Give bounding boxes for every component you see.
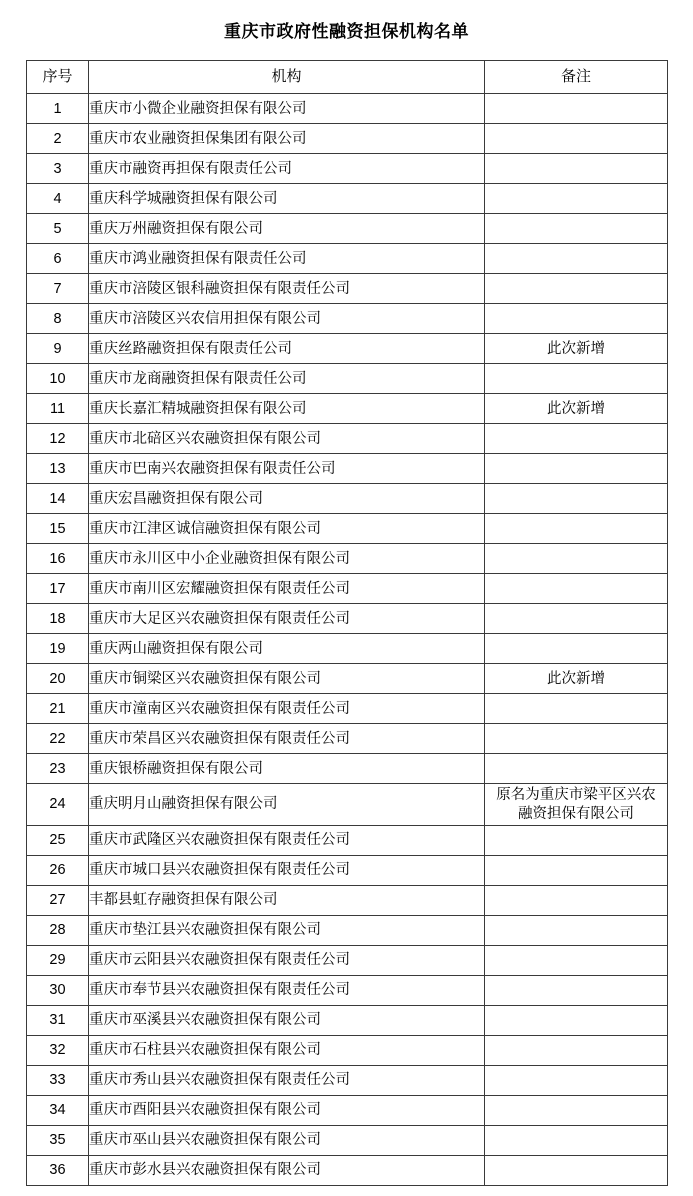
cell-seq: 2 <box>27 124 89 154</box>
cell-seq: 33 <box>27 1065 89 1095</box>
cell-seq: 15 <box>27 514 89 544</box>
cell-organization: 重庆市龙商融资担保有限责任公司 <box>89 364 485 394</box>
cell-note <box>485 855 668 885</box>
cell-note <box>485 1065 668 1095</box>
institution-list-table <box>26 60 668 1185</box>
cell-organization: 重庆市巴南兴农融资担保有限责任公司 <box>89 454 485 484</box>
cell-organization: 重庆市潼南区兴农融资担保有限责任公司 <box>89 694 485 724</box>
cell-seq: 16 <box>27 544 89 574</box>
cell-organization: 重庆市小微企业融资担保有限公司 <box>89 94 485 124</box>
cell-note <box>485 214 668 244</box>
cell-note <box>485 454 668 484</box>
cell-seq: 11 <box>27 394 89 424</box>
cell-organization: 重庆市彭水县兴农融资担保有限公司 <box>89 1155 485 1185</box>
table-row <box>27 945 668 975</box>
table-row <box>27 124 668 154</box>
table-row <box>27 855 668 885</box>
table-row <box>27 1125 668 1155</box>
column-header-note: 备注 <box>485 61 668 94</box>
table-row <box>27 634 668 664</box>
cell-organization: 重庆科学城融资担保有限公司 <box>89 184 485 214</box>
cell-note: 此次新增 <box>485 394 668 424</box>
table-row <box>27 754 668 784</box>
cell-note <box>485 604 668 634</box>
cell-organization: 重庆市涪陵区银科融资担保有限责任公司 <box>89 274 485 304</box>
cell-organization: 重庆市秀山县兴农融资担保有限责任公司 <box>89 1065 485 1095</box>
cell-note <box>485 124 668 154</box>
table-row <box>27 885 668 915</box>
cell-seq: 5 <box>27 214 89 244</box>
table-row <box>27 304 668 334</box>
cell-note <box>485 184 668 214</box>
cell-seq: 32 <box>27 1035 89 1065</box>
column-header-seq: 序号 <box>27 61 89 94</box>
cell-organization: 重庆市永川区中小企业融资担保有限公司 <box>89 544 485 574</box>
cell-organization: 重庆市铜梁区兴农融资担保有限公司 <box>89 664 485 694</box>
table-row <box>27 394 668 424</box>
cell-note <box>485 1005 668 1035</box>
cell-note <box>485 514 668 544</box>
cell-seq: 31 <box>27 1005 89 1035</box>
cell-seq: 6 <box>27 244 89 274</box>
table-body <box>27 94 668 1185</box>
column-header-org: 机构 <box>89 61 485 94</box>
table-row <box>27 1005 668 1035</box>
cell-note <box>485 1125 668 1155</box>
table-header <box>27 61 668 94</box>
table-row <box>27 274 668 304</box>
cell-note <box>485 945 668 975</box>
cell-seq: 7 <box>27 274 89 304</box>
table-row <box>27 244 668 274</box>
table-row <box>27 544 668 574</box>
table-row <box>27 184 668 214</box>
cell-note <box>485 544 668 574</box>
cell-note: 此次新增 <box>485 334 668 364</box>
table-row <box>27 94 668 124</box>
cell-organization: 重庆市酉阳县兴农融资担保有限公司 <box>89 1095 485 1125</box>
table-row <box>27 214 668 244</box>
table-row <box>27 514 668 544</box>
table-header-row <box>27 61 668 94</box>
cell-seq: 10 <box>27 364 89 394</box>
table-row <box>27 154 668 184</box>
table-row <box>27 975 668 1005</box>
cell-seq: 26 <box>27 855 89 885</box>
cell-seq: 30 <box>27 975 89 1005</box>
cell-organization: 重庆银桥融资担保有限公司 <box>89 754 485 784</box>
cell-note <box>485 754 668 784</box>
cell-note <box>485 304 668 334</box>
cell-organization: 重庆市巫山县兴农融资担保有限公司 <box>89 1125 485 1155</box>
cell-organization: 重庆长嘉汇精城融资担保有限公司 <box>89 394 485 424</box>
table-container <box>0 60 693 1195</box>
table-row <box>27 825 668 855</box>
cell-organization: 重庆市融资再担保有限责任公司 <box>89 154 485 184</box>
cell-note <box>485 154 668 184</box>
cell-note <box>485 1035 668 1065</box>
cell-organization: 重庆市荣昌区兴农融资担保有限责任公司 <box>89 724 485 754</box>
table-row <box>27 1065 668 1095</box>
cell-note <box>485 1155 668 1185</box>
cell-seq: 3 <box>27 154 89 184</box>
cell-note <box>485 825 668 855</box>
cell-organization: 重庆市城口县兴农融资担保有限责任公司 <box>89 855 485 885</box>
cell-seq: 1 <box>27 94 89 124</box>
table-row <box>27 724 668 754</box>
cell-seq: 9 <box>27 334 89 364</box>
cell-organization: 重庆市江津区诚信融资担保有限公司 <box>89 514 485 544</box>
cell-organization: 重庆市巫溪县兴农融资担保有限公司 <box>89 1005 485 1035</box>
table-row <box>27 334 668 364</box>
cell-note <box>485 634 668 664</box>
table-row <box>27 664 668 694</box>
cell-note: 此次新增 <box>485 664 668 694</box>
cell-note <box>485 885 668 915</box>
cell-organization: 丰都县虹存融资担保有限公司 <box>89 885 485 915</box>
cell-note <box>485 724 668 754</box>
table-row <box>27 454 668 484</box>
cell-organization: 重庆市云阳县兴农融资担保有限责任公司 <box>89 945 485 975</box>
cell-note <box>485 574 668 604</box>
cell-note <box>485 244 668 274</box>
cell-note <box>485 424 668 454</box>
table-row <box>27 424 668 454</box>
table-row <box>27 1035 668 1065</box>
cell-seq: 12 <box>27 424 89 454</box>
cell-seq: 18 <box>27 604 89 634</box>
cell-note <box>485 694 668 724</box>
table-row <box>27 694 668 724</box>
cell-note <box>485 915 668 945</box>
cell-note <box>485 274 668 304</box>
cell-organization: 重庆市大足区兴农融资担保有限责任公司 <box>89 604 485 634</box>
table-row <box>27 915 668 945</box>
cell-organization: 重庆市石柱县兴农融资担保有限公司 <box>89 1035 485 1065</box>
cell-note <box>485 484 668 514</box>
cell-seq: 8 <box>27 304 89 334</box>
cell-organization: 重庆市农业融资担保集团有限公司 <box>89 124 485 154</box>
cell-organization: 重庆两山融资担保有限公司 <box>89 634 485 664</box>
cell-seq: 23 <box>27 754 89 784</box>
table-row <box>27 364 668 394</box>
table-row <box>27 604 668 634</box>
cell-seq: 36 <box>27 1155 89 1185</box>
cell-seq: 20 <box>27 664 89 694</box>
cell-seq: 25 <box>27 825 89 855</box>
table-row <box>27 574 668 604</box>
cell-note: 原名为重庆市梁平区兴农融资担保有限公司 <box>485 784 668 825</box>
cell-organization: 重庆市奉节县兴农融资担保有限责任公司 <box>89 975 485 1005</box>
cell-seq: 34 <box>27 1095 89 1125</box>
cell-organization: 重庆市北碚区兴农融资担保有限公司 <box>89 424 485 454</box>
cell-organization: 重庆市武隆区兴农融资担保有限责任公司 <box>89 825 485 855</box>
cell-seq: 35 <box>27 1125 89 1155</box>
cell-seq: 24 <box>27 784 89 825</box>
cell-seq: 28 <box>27 915 89 945</box>
cell-note <box>485 975 668 1005</box>
cell-seq: 17 <box>27 574 89 604</box>
cell-note <box>485 364 668 394</box>
table-row <box>27 484 668 514</box>
cell-seq: 21 <box>27 694 89 724</box>
table-row <box>27 1095 668 1125</box>
cell-organization: 重庆市南川区宏耀融资担保有限责任公司 <box>89 574 485 604</box>
cell-seq: 14 <box>27 484 89 514</box>
page-title: 重庆市政府性融资担保机构名单 <box>224 22 469 41</box>
cell-note <box>485 94 668 124</box>
cell-seq: 4 <box>27 184 89 214</box>
cell-organization: 重庆市鸿业融资担保有限责任公司 <box>89 244 485 274</box>
cell-organization: 重庆万州融资担保有限公司 <box>89 214 485 244</box>
cell-organization: 重庆市垫江县兴农融资担保有限公司 <box>89 915 485 945</box>
cell-organization: 重庆明月山融资担保有限公司 <box>89 784 485 825</box>
cell-seq: 13 <box>27 454 89 484</box>
cell-seq: 22 <box>27 724 89 754</box>
cell-organization: 重庆宏昌融资担保有限公司 <box>89 484 485 514</box>
table-row <box>27 784 668 825</box>
cell-note <box>485 1095 668 1125</box>
cell-organization: 重庆市涪陵区兴农信用担保有限公司 <box>89 304 485 334</box>
cell-seq: 27 <box>27 885 89 915</box>
cell-seq: 19 <box>27 634 89 664</box>
cell-seq: 29 <box>27 945 89 975</box>
cell-organization: 重庆丝路融资担保有限责任公司 <box>89 334 485 364</box>
table-row <box>27 1155 668 1185</box>
